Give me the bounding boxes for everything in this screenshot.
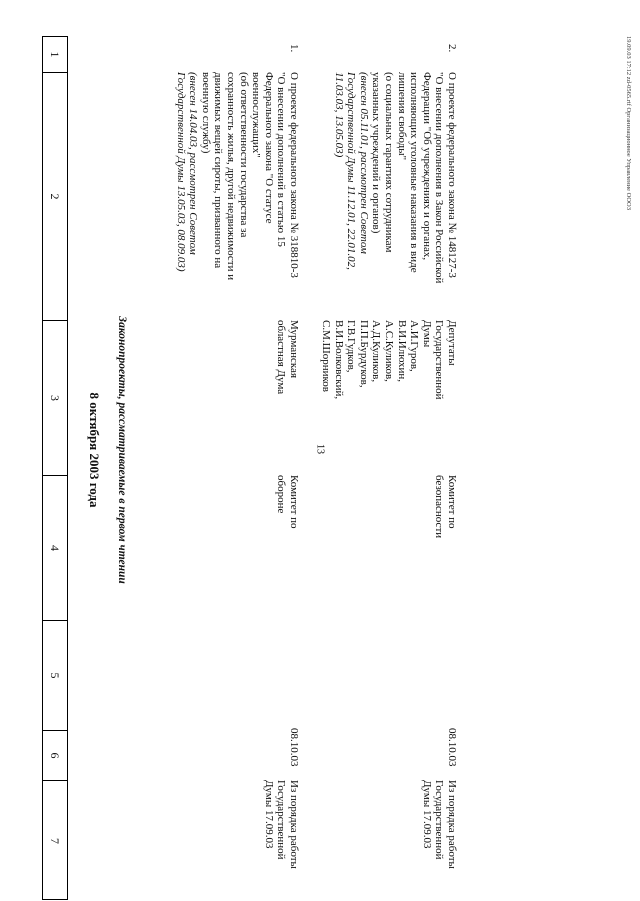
bill-title — [332, 72, 458, 317]
committee-line: Комитет по — [446, 475, 458, 529]
bill-title-line: О проекте федерального закона № 148127-3 — [446, 72, 458, 278]
table-header-row — [42, 36, 68, 900]
initiator — [275, 320, 300, 470]
bill-title-line: "О внесении дополнения в Закон Российской — [433, 72, 446, 284]
section-heading: Законопроекты, рассматриваемые в первом чтении — [116, 316, 128, 584]
bill-title-line: (об ответственности государства за — [237, 72, 250, 238]
header-cell-5: 5 — [43, 621, 67, 731]
header-cell-4: 4 — [43, 476, 67, 621]
committee-line: Комитет по — [288, 475, 300, 529]
bill-title-line: указанных учреждений и органов) — [370, 72, 383, 234]
bill-title-line: "О внесении дополнений в статью 15 — [275, 72, 288, 247]
initiator-line: Государственной — [433, 320, 446, 400]
bill-title-line: Федерального закона "О статусе — [262, 72, 275, 224]
initiator-line: А.И.Гуров, — [408, 320, 421, 372]
initiator — [319, 320, 458, 470]
initiator-line: А.С.Куликов, — [383, 320, 396, 382]
header-cell-7: 7 — [48, 838, 63, 844]
initiator-line: П.П.Бурдуков, — [357, 320, 370, 388]
initiator-line: А.Д.Куликов, — [370, 320, 383, 383]
reference-note-line: Думы 17.09.03 — [262, 780, 275, 849]
reference-note-line: Государственной — [275, 780, 288, 860]
date-heading: 8 октября 2003 года — [87, 392, 102, 508]
bill-note-line: Государственной Думы 11.12.01, 22.01.02, — [345, 72, 358, 270]
committee-line: безопасности — [433, 475, 446, 539]
initiator-line: В.И.Волковский, — [332, 320, 345, 400]
bill-note-line: (внесен 05.11.01, рассмотрен Советом — [357, 72, 370, 254]
bill-note-line: (внесен 14.04.03, рассмотрен Советом — [187, 72, 200, 255]
initiator-line: В.И.Илюхин, — [395, 320, 408, 383]
bill-title-line: сохранность жилья, другой недвижимости и — [225, 72, 238, 281]
initiator-line: Думы — [420, 320, 433, 348]
review-date: 08.10.03 — [288, 728, 300, 767]
committee — [275, 475, 300, 615]
reference-note — [420, 780, 458, 898]
initiator-line: Г.В.Гудков, — [345, 320, 358, 373]
initiator-line: Мурманская — [288, 320, 300, 378]
reference-note-line: Из порядка работы — [446, 780, 458, 869]
bill-title-line: Федерации "Об учреждениях и органах, — [420, 72, 433, 261]
bill-note-line: Государственной Думы 13.05.03, 08.09.03) — [174, 72, 187, 272]
header-cell-1: 1 — [43, 37, 67, 73]
review-date: 08.10.03 — [446, 728, 458, 767]
committee — [433, 475, 458, 615]
reference-note-line: Думы 17.09.03 — [420, 780, 433, 849]
reference-note-line: Из порядка работы — [288, 780, 300, 869]
reference-note — [262, 780, 300, 898]
header-cell-3: 3 — [43, 321, 67, 476]
header-cell-6: 6 — [43, 731, 67, 781]
reference-note-line: Государственной — [433, 780, 446, 860]
bill-title — [174, 72, 300, 317]
page-number: 13 — [314, 444, 326, 454]
bill-note-line: 11.03.03, 13.05.03) — [332, 72, 345, 158]
initiator-line: областная Дума — [275, 320, 288, 395]
bill-title-line: исполняющих уголовные наказания в виде — [408, 72, 421, 273]
header-cell-2: 2 — [43, 73, 67, 321]
bill-title-line: военную службу) — [199, 72, 212, 154]
row-number: 2. — [446, 44, 458, 53]
initiator-line: Депутаты — [446, 320, 458, 366]
bill-title-line: О проекте федерального закона № 318810-3 — [288, 72, 300, 278]
initiator-line: С.М.Шорников — [320, 320, 333, 392]
bill-title-line: движимых вещей сироты, призванного на — [212, 72, 225, 269]
row-number: 1. — [288, 44, 300, 53]
bill-title-line: лишения свободы" — [395, 72, 408, 161]
committee-line: обороне — [275, 475, 288, 514]
bill-title-line: военнослужащих" — [250, 72, 263, 158]
bill-title-line: (о социальных гарантиях сотрудникам — [383, 72, 396, 253]
footer-text: 19.09.03 17:12 zd-0565.rtf Организационное Управление ООО3 — [625, 36, 632, 210]
